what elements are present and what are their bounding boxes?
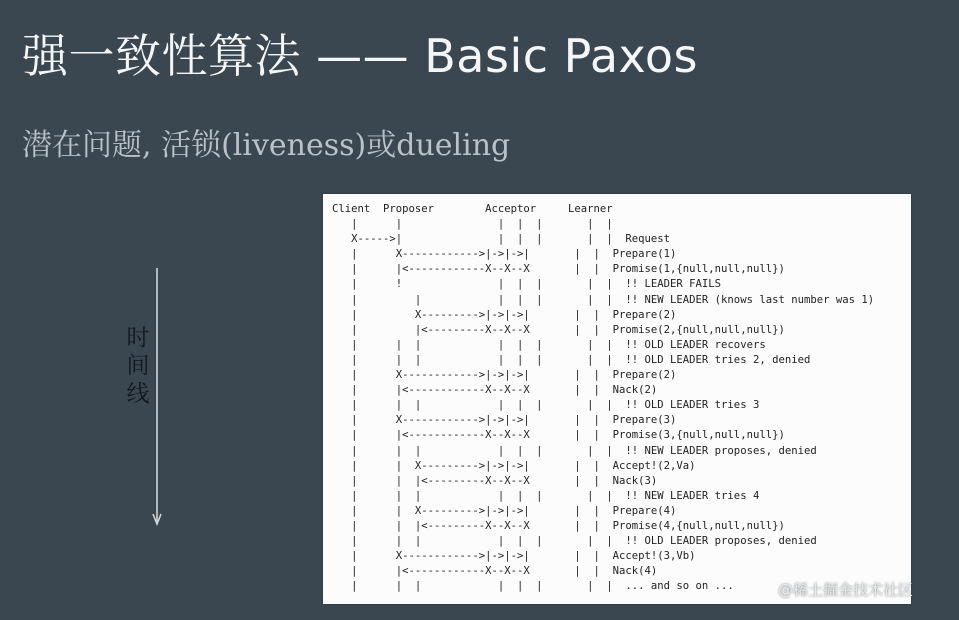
trace-line: | |<---------X--X--X | | Promise(2,{null,null,null})	[332, 323, 785, 336]
slide-title: 强一致性算法 —— Basic Paxos	[22, 29, 698, 83]
trace-line: | |<------------X--X--X | | Nack(4)	[332, 565, 658, 578]
trace-line: | | X--------->|->|->| | | Accept!(2,Va)	[332, 459, 696, 472]
trace-line: | |<------------X--X--X | | Promise(3,{null,null,null})	[332, 429, 785, 442]
trace-line: | X--------->|->|->| | | Prepare(2)	[332, 308, 677, 321]
trace-line: X----->| | | | | | Request	[332, 233, 671, 246]
trace-line: | | | | | | | | !! NEW LEADER tries 4	[332, 489, 760, 502]
trace-line: | | | | | | | | !! OLD LEADER recovers	[332, 338, 766, 351]
trace-line: | | | | | | | | !! OLD LEADER proposes, denied	[332, 535, 817, 548]
message-trace	[332, 202, 874, 594]
timeline-down-arrow-icon	[150, 268, 164, 530]
trace-line: | X------------>|->|->| | | Prepare(2)	[332, 369, 677, 382]
trace-line: | X------------>|->|->| | | Prepare(1)	[332, 248, 677, 261]
trace-line: | |<------------X--X--X | | Promise(1,{null,null,null})	[332, 263, 785, 276]
trace-line: | | | | | | |	[332, 218, 613, 231]
trace-line: | |<------------X--X--X | | Nack(2)	[332, 384, 658, 397]
trace-line: | X------------>|->|->| | | Accept!(3,Vb)	[332, 550, 696, 563]
trace-header: Client Proposer Acceptor Learner	[332, 203, 613, 215]
trace-line: | X------------>|->|->| | | Prepare(3)	[332, 414, 677, 427]
watermark: @稀土掘金技术社区	[778, 581, 914, 599]
trace-line: | | X--------->|->|->| | | Prepare(4)	[332, 504, 677, 517]
trace-line: | ! | | | | | !! LEADER FAILS	[332, 278, 722, 291]
trace-line: | | | | | | | !! NEW LEADER (knows last number was 1)	[332, 293, 875, 306]
trace-line: | | | | | | | | !! OLD LEADER tries 2, denied	[332, 353, 811, 366]
trace-line: | | |<---------X--X--X | | Nack(3)	[332, 474, 658, 487]
timeline-label: 时 间 线	[126, 325, 150, 407]
trace-line: | | | | | | | | !! OLD LEADER tries 3	[332, 399, 760, 412]
trace-line: | | | | | | | | !! NEW LEADER proposes, denied	[332, 444, 817, 457]
trace-line: | | | | | | | | ... and so on ...	[332, 580, 734, 593]
slide-subtitle: 潜在问题, 活锁(liveness)或dueling	[22, 128, 511, 163]
paxos-message-trace-panel	[323, 194, 914, 604]
trace-line: | | |<---------X--X--X | | Promise(4,{null,null,null})	[332, 519, 785, 532]
